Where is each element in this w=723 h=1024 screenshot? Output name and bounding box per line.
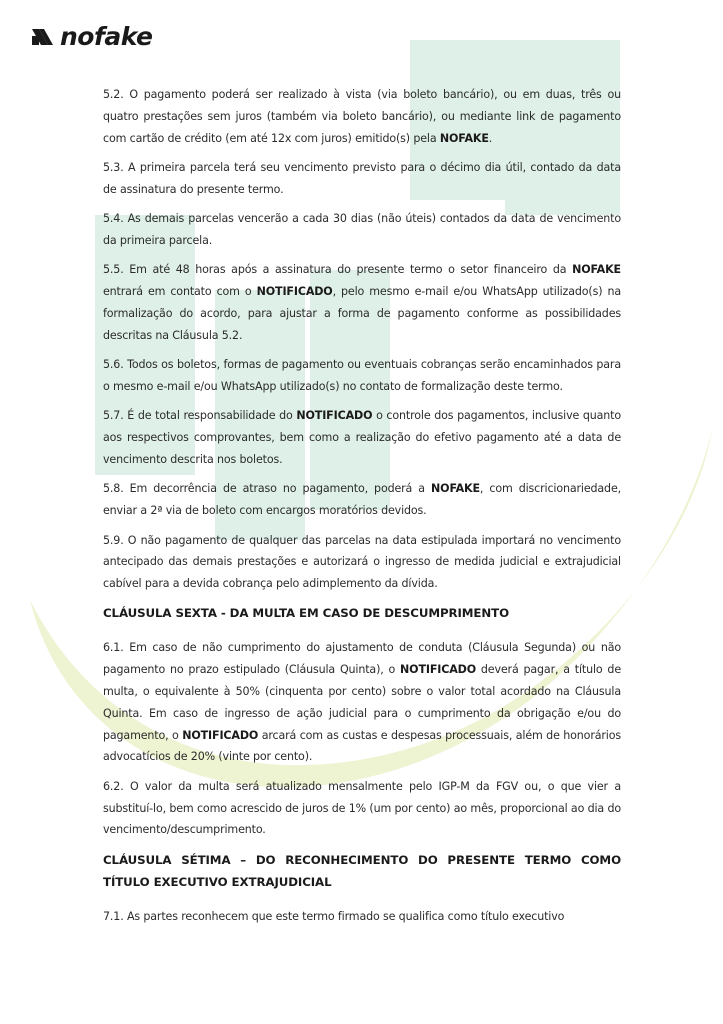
clause-5-6: 5.6. Todos os boletos, formas de pagamento ou eventuais cobranças serão encaminhados para o mesmo e-mail e/ou WhatsApp utilizado(s) no contato de formalização deste termo. <box>103 358 621 393</box>
page-header <box>30 22 152 52</box>
clause-6-2: 6.2. O valor da multa será atualizado mensalmente pelo IGP-M da FGV ou, o que vier a substituí-lo, bem como acrescido de juros de 1% (um por cento) ao mês, proporcional ao dia do vencimento/descumprimento. <box>103 779 621 837</box>
clause-5-5: 5.5. Em até 48 horas após a assinatura do presente termo o setor financeiro da NOFAKE entrará em contato com o NOTIFICADO, pelo mesmo e-mail e/ou WhatsApp utilizado(s) na formalização do acordo, para ajustar a forma de pagamento conforme as possibilidades descritas na Cláusula 5.2. <box>103 263 621 342</box>
clause-5-8: 5.8. Em decorrência de atraso no pagamento, poderá a NOFAKE, com discricionariedade, enviar a 2ª via de boleto com encargos moratórios devidos. <box>103 482 622 518</box>
clause-6-1: 6.1. Em caso de não cumprimento do ajustamento de conduta (Cláusula Segunda) ou não pagamento no prazo estipulado (Cláusula Quinta), o NOTIFICADO deverá pagar, a título de multa, o equivalente à 50% (cinquenta por cento) sobre o valor total acordado na Cláusula Quinta. Em caso de ingresso de ação judicial para o cumprimento da obrigação e/ou do pagamento, o NOTIFICADO arcará com as custas e despesas processuais, além de honorários advocatícios de 20% (vinte por cento). <box>103 641 621 764</box>
brand-name: nofake <box>60 22 153 51</box>
clause-5-7: 5.7. É de total responsabilidade do NOTIFICADO o controle dos pagamentos, inclusive quanto aos respectivos comprovantes, bem como a realização do efetivo pagamento até a data de vencimento descrita nos boletos. <box>103 409 622 466</box>
document-body <box>103 84 621 935</box>
nofake-logo-icon <box>30 25 56 49</box>
clause-5-9: 5.9. O não pagamento de qualquer das parcelas na data estipulada importará no vencimento antecipado das demais prestações e autorizará o ingresso de medida judicial e extrajudicial cabível para a devida cobrança pelo adimplemento da dívida. <box>103 533 621 591</box>
section-heading-sexta: CLÁUSULA SEXTA - DA MULTA EM CASO DE DESCUMPRIMENTO <box>103 606 510 621</box>
clause-5-3: 5.3. A primeira parcela terá seu vencimento previsto para o décimo dia útil, contado da data de assinatura do presente termo. <box>103 160 621 196</box>
clause-7-1: 7.1. As partes reconhecem que este termo firmado se qualifica como título executivo <box>103 909 565 923</box>
section-heading-setima: CLÁUSULA SÉTIMA – DO RECONHECIMENTO DO PRESENTE TERMO COMO TÍTULO EXECUTIVO EXTRAJUDICIAL <box>103 852 621 889</box>
clause-5-4: 5.4. As demais parcelas vencerão a cada 30 dias (não úteis) contados da data de vencimento da primeira parcela. <box>103 212 621 247</box>
clause-5-2: 5.2. O pagamento poderá ser realizado à vista (via boleto bancário), ou em duas, três ou quatro prestações sem juros (também via boleto bancário), ou mediante link de pagamento com cartão de crédito (em até 12x com juros) emitido(s) pela NOFAKE. <box>103 88 621 145</box>
